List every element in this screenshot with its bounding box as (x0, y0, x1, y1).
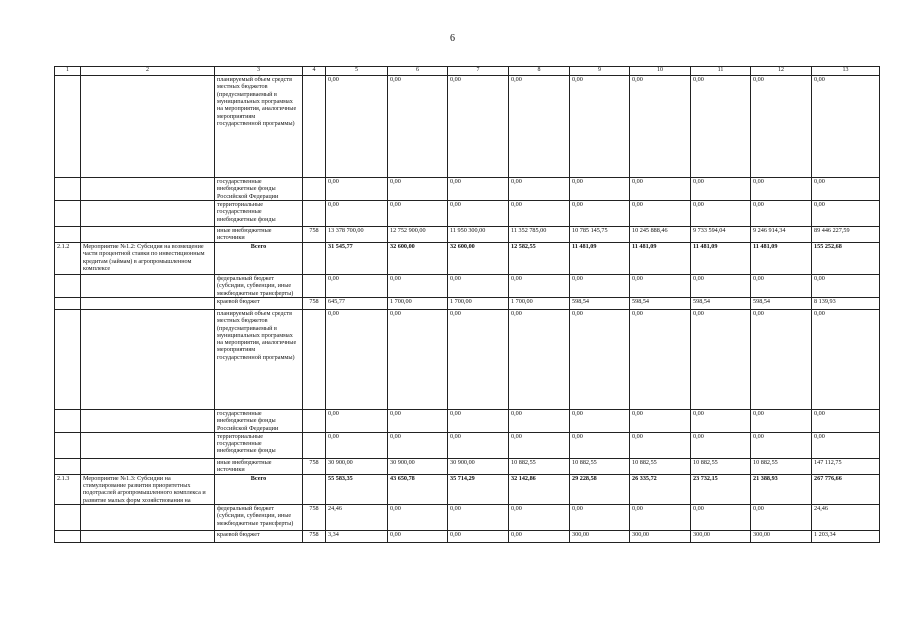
amount-cell: 10 882,55 (570, 458, 630, 474)
row-code: 2.1.2 (55, 242, 81, 274)
amount-cell: 11 352 785,00 (509, 226, 570, 242)
amount-cell: 43 650,78 (388, 474, 448, 504)
table-row (55, 226, 880, 242)
amount-cell: 31 545,77 (326, 242, 388, 274)
activity-name (81, 458, 215, 474)
amount-cell: 300,00 (630, 531, 691, 543)
table-row (55, 200, 880, 226)
amount-cell: 300,00 (691, 531, 751, 543)
amount-cell: 0,00 (630, 178, 691, 201)
amount-cell: 0,00 (691, 505, 751, 531)
table-row (55, 505, 880, 531)
column-number: 1 (55, 67, 81, 76)
amount-cell: 10 882,55 (751, 458, 812, 474)
amount-cell: 0,00 (691, 274, 751, 297)
grbs-code (303, 76, 326, 178)
amount-cell: 0,00 (812, 200, 880, 226)
table-row (55, 178, 880, 201)
grbs-code: 758 (303, 505, 326, 531)
amount-cell: 89 446 227,59 (812, 226, 880, 242)
amount-cell: 10 785 145,75 (570, 226, 630, 242)
row-code (55, 76, 81, 178)
amount-cell: 155 252,68 (812, 242, 880, 274)
table-row (55, 432, 880, 458)
activity-name: Мероприятие №1.3: Субсидии на стимулирование развития приоритетных подотраслей агропромышленного комплекса и развитие малых форм хозяйствования на (81, 474, 215, 504)
amount-cell: 0,00 (630, 274, 691, 297)
amount-cell: 0,00 (509, 200, 570, 226)
amount-cell: 0,00 (509, 76, 570, 178)
grbs-code: 758 (303, 297, 326, 309)
amount-cell: 11 481,09 (751, 242, 812, 274)
amount-cell: 0,00 (448, 505, 509, 531)
page-number: 6 (450, 33, 455, 44)
amount-cell: 10 245 888,46 (630, 226, 691, 242)
amount-cell: 0,00 (388, 432, 448, 458)
funding-source: федеральный бюджет (субсидии, субвенции, иные межбюджетные трансферты) (215, 274, 303, 297)
amount-cell: 0,00 (448, 432, 509, 458)
row-code (55, 458, 81, 474)
amount-cell: 0,00 (448, 178, 509, 201)
amount-cell: 0,00 (751, 432, 812, 458)
budget-table (54, 66, 880, 543)
amount-cell: 55 583,35 (326, 474, 388, 504)
amount-cell: 0,00 (509, 432, 570, 458)
amount-cell: 0,00 (570, 309, 630, 409)
amount-cell: 0,00 (448, 76, 509, 178)
amount-cell: 300,00 (751, 531, 812, 543)
table-row (55, 297, 880, 309)
activity-name (81, 409, 215, 432)
amount-cell: 0,00 (448, 409, 509, 432)
row-code (55, 297, 81, 309)
amount-cell: 147 112,75 (812, 458, 880, 474)
amount-cell: 35 714,29 (448, 474, 509, 504)
column-number: 10 (630, 67, 691, 76)
column-number: 5 (326, 67, 388, 76)
amount-cell: 0,00 (630, 309, 691, 409)
amount-cell: 0,00 (691, 432, 751, 458)
amount-cell: 8 139,93 (812, 297, 880, 309)
amount-cell: 0,00 (388, 178, 448, 201)
amount-cell: 1 203,34 (812, 531, 880, 543)
amount-cell: 0,00 (630, 432, 691, 458)
row-code (55, 178, 81, 201)
amount-cell: 1 700,00 (388, 297, 448, 309)
column-number: 8 (509, 67, 570, 76)
amount-cell: 0,00 (509, 409, 570, 432)
funding-source: Всего (215, 474, 303, 504)
amount-cell: 0,00 (570, 200, 630, 226)
amount-cell: 13 378 700,00 (326, 226, 388, 242)
funding-source: планируемый объем средств местных бюджетов (предусматриваемый в муниципальных программах на мероприятия, аналогичные мероприятиям государственной программы) (215, 309, 303, 409)
amount-cell: 9 733 594,04 (691, 226, 751, 242)
column-number: 9 (570, 67, 630, 76)
row-code: 2.1.3 (55, 474, 81, 504)
amount-cell: 11 481,09 (691, 242, 751, 274)
amount-cell: 0,00 (751, 76, 812, 178)
activity-name (81, 274, 215, 297)
amount-cell: 598,54 (570, 297, 630, 309)
grbs-code (303, 178, 326, 201)
funding-source: иные внебюджетные источники (215, 458, 303, 474)
amount-cell: 0,00 (570, 432, 630, 458)
table-row (55, 474, 880, 504)
amount-cell: 10 882,55 (691, 458, 751, 474)
amount-cell: 9 246 914,34 (751, 226, 812, 242)
amount-cell: 0,00 (448, 274, 509, 297)
column-number: 7 (448, 67, 509, 76)
amount-cell: 0,00 (812, 274, 880, 297)
amount-cell: 0,00 (448, 309, 509, 409)
row-code (55, 409, 81, 432)
funding-source: государственные внебюджетные фонды Российской Федерации (215, 178, 303, 201)
amount-cell: 0,00 (509, 178, 570, 201)
amount-cell: 0,00 (691, 409, 751, 432)
row-code (55, 531, 81, 543)
amount-cell: 0,00 (751, 409, 812, 432)
funding-source: краевой бюджет (215, 531, 303, 543)
amount-cell: 0,00 (691, 178, 751, 201)
table-row (55, 458, 880, 474)
funding-source: государственные внебюджетные фонды Российской Федерации (215, 409, 303, 432)
table-row (55, 531, 880, 543)
amount-cell: 0,00 (751, 274, 812, 297)
table-row (55, 309, 880, 409)
amount-cell: 0,00 (812, 309, 880, 409)
activity-name (81, 432, 215, 458)
amount-cell: 1 700,00 (509, 297, 570, 309)
grbs-code (303, 200, 326, 226)
amount-cell: 0,00 (326, 178, 388, 201)
amount-cell: 598,54 (691, 297, 751, 309)
column-number: 12 (751, 67, 812, 76)
amount-cell: 0,00 (388, 76, 448, 178)
amount-cell: 23 732,15 (691, 474, 751, 504)
amount-cell: 0,00 (630, 505, 691, 531)
column-number: 13 (812, 67, 880, 76)
column-number-row (55, 67, 880, 76)
activity-name (81, 505, 215, 531)
amount-cell: 0,00 (630, 409, 691, 432)
amount-cell: 0,00 (570, 76, 630, 178)
funding-source: краевой бюджет (215, 297, 303, 309)
activity-name (81, 226, 215, 242)
amount-cell: 24,46 (326, 505, 388, 531)
grbs-code (303, 242, 326, 274)
amount-cell: 0,00 (448, 200, 509, 226)
column-number: 2 (81, 67, 215, 76)
table-row (55, 242, 880, 274)
row-code (55, 432, 81, 458)
amount-cell: 0,00 (509, 505, 570, 531)
amount-cell: 0,00 (751, 178, 812, 201)
amount-cell: 24,46 (812, 505, 880, 531)
amount-cell: 11 481,09 (570, 242, 630, 274)
amount-cell: 0,00 (388, 505, 448, 531)
column-number: 4 (303, 67, 326, 76)
amount-cell: 30 900,00 (326, 458, 388, 474)
amount-cell: 598,54 (751, 297, 812, 309)
funding-source: территориальные государственные внебюджетные фонды (215, 432, 303, 458)
amount-cell: 0,00 (812, 409, 880, 432)
funding-source: Всего (215, 242, 303, 274)
amount-cell: 0,00 (326, 200, 388, 226)
amount-cell: 0,00 (751, 200, 812, 226)
amount-cell: 0,00 (388, 309, 448, 409)
amount-cell: 0,00 (812, 76, 880, 178)
amount-cell: 300,00 (570, 531, 630, 543)
row-code (55, 200, 81, 226)
grbs-code (303, 474, 326, 504)
amount-cell: 0,00 (751, 505, 812, 531)
amount-cell: 0,00 (326, 432, 388, 458)
amount-cell: 0,00 (326, 309, 388, 409)
amount-cell: 32 600,00 (388, 242, 448, 274)
column-number: 6 (388, 67, 448, 76)
activity-name (81, 309, 215, 409)
amount-cell: 0,00 (751, 309, 812, 409)
amount-cell: 30 900,00 (448, 458, 509, 474)
amount-cell: 10 882,55 (509, 458, 570, 474)
amount-cell: 26 335,72 (630, 474, 691, 504)
amount-cell: 1 700,00 (448, 297, 509, 309)
amount-cell: 267 776,66 (812, 474, 880, 504)
amount-cell: 598,54 (630, 297, 691, 309)
amount-cell: 29 228,58 (570, 474, 630, 504)
amount-cell: 0,00 (509, 274, 570, 297)
amount-cell: 0,00 (691, 200, 751, 226)
amount-cell: 0,00 (812, 178, 880, 201)
grbs-code (303, 274, 326, 297)
grbs-code: 758 (303, 458, 326, 474)
amount-cell: 0,00 (570, 274, 630, 297)
amount-cell: 0,00 (691, 76, 751, 178)
amount-cell: 0,00 (630, 76, 691, 178)
amount-cell: 11 950 300,00 (448, 226, 509, 242)
amount-cell: 0,00 (388, 200, 448, 226)
grbs-code (303, 309, 326, 409)
activity-name (81, 297, 215, 309)
amount-cell: 0,00 (570, 409, 630, 432)
amount-cell: 0,00 (326, 409, 388, 432)
activity-name (81, 531, 215, 543)
activity-name (81, 200, 215, 226)
row-code (55, 309, 81, 409)
amount-cell: 0,00 (570, 505, 630, 531)
amount-cell: 12 752 900,00 (388, 226, 448, 242)
amount-cell: 0,00 (630, 200, 691, 226)
amount-cell: 12 582,55 (509, 242, 570, 274)
grbs-code (303, 409, 326, 432)
amount-cell: 0,00 (509, 309, 570, 409)
amount-cell: 10 882,55 (630, 458, 691, 474)
funding-source: иные внебюджетные источники (215, 226, 303, 242)
amount-cell: 645,77 (326, 297, 388, 309)
amount-cell: 11 481,09 (630, 242, 691, 274)
amount-cell: 32 600,00 (448, 242, 509, 274)
funding-source: планируемый объем средств местных бюджетов (предусматриваемый в муниципальных программах на мероприятия, аналогичные мероприятиям государственной программы) (215, 76, 303, 178)
table-row (55, 76, 880, 178)
funding-source: федеральный бюджет (субсидии, субвенции, иные межбюджетные трансферты) (215, 505, 303, 531)
amount-cell: 0,00 (509, 531, 570, 543)
funding-source: территориальные государственные внебюджетные фонды (215, 200, 303, 226)
amount-cell: 0,00 (388, 409, 448, 432)
grbs-code: 758 (303, 531, 326, 543)
row-code (55, 274, 81, 297)
amount-cell: 0,00 (388, 274, 448, 297)
table-row (55, 409, 880, 432)
column-number: 11 (691, 67, 751, 76)
activity-name (81, 178, 215, 201)
amount-cell: 0,00 (326, 76, 388, 178)
column-number: 3 (215, 67, 303, 76)
amount-cell: 3,34 (326, 531, 388, 543)
grbs-code (303, 432, 326, 458)
row-code (55, 505, 81, 531)
table-row (55, 274, 880, 297)
amount-cell: 0,00 (691, 309, 751, 409)
amount-cell: 0,00 (570, 178, 630, 201)
amount-cell: 32 142,86 (509, 474, 570, 504)
amount-cell: 21 388,93 (751, 474, 812, 504)
activity-name: Мероприятие №1.2: Субсидия на возмещение части процентной ставки по инвестиционным кредитам (займам) в агропромышленном комплексе (81, 242, 215, 274)
amount-cell: 0,00 (812, 432, 880, 458)
grbs-code: 758 (303, 226, 326, 242)
amount-cell: 0,00 (326, 274, 388, 297)
amount-cell: 0,00 (388, 531, 448, 543)
amount-cell: 0,00 (448, 531, 509, 543)
amount-cell: 30 900,00 (388, 458, 448, 474)
activity-name (81, 76, 215, 178)
row-code (55, 226, 81, 242)
